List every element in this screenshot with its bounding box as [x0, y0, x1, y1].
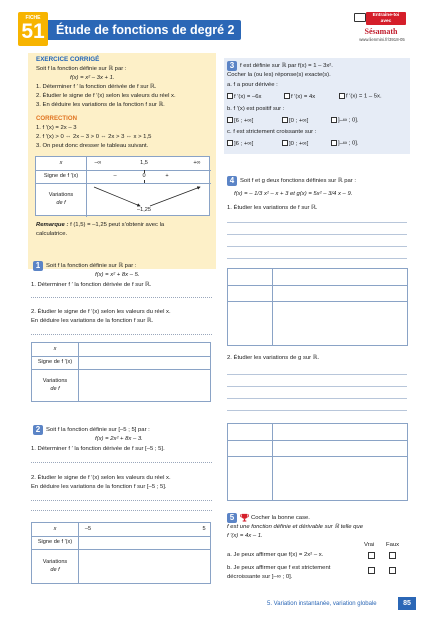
ex2-q2b: En déduire les variations de la fonction f sur [–5 ; 5]. [31, 484, 167, 490]
remark-text: f (1,5) = –1,25 peut s’obtenir avec la [70, 222, 165, 228]
ex3-b-option3-checkbox[interactable] [331, 117, 337, 123]
answer-line[interactable] [31, 510, 212, 511]
corrige-remark [36, 222, 164, 229]
corrige-heading: EXERCICE CORRIGÉ [36, 56, 100, 63]
correction-line3: 3. On peut donc dresser le tableau suivant. [36, 143, 149, 149]
ex5-line1: f est une fonction définie et dérivable sur ℝ telle que [227, 524, 363, 530]
answer-line[interactable] [227, 222, 407, 223]
correction-line1: 1. f ′(x) = 2x – 3 [36, 125, 77, 131]
answer-line[interactable] [227, 246, 407, 247]
ex3-a-option3: f ′(x) = 1 – 5x. [346, 93, 382, 100]
ex5-b1: b. Je peux affirmer que f est strictement [227, 565, 331, 571]
ex3-a-option2-checkbox[interactable] [284, 93, 290, 99]
ex3-line2: Cocher la (ou les) réponse(s) exacte(s). [227, 72, 331, 78]
ex3-b-option1: [6 ; +∞[ [234, 117, 254, 124]
ex2-row-variations: Variations [42, 559, 68, 565]
ex5-a: a. Je peux affirmer que f(x) = 2x² – x. [227, 552, 324, 558]
ex5-a-faux-checkbox[interactable] [389, 552, 396, 559]
ex3-b-option3: ]–∞ ; 0]. [338, 117, 359, 124]
table-header-variations-f: de f [56, 200, 66, 206]
answer-line[interactable] [227, 398, 407, 399]
ex3-a-option1: f ′(x) = –6x [234, 93, 262, 100]
ex4-variation-table-g[interactable] [227, 423, 408, 501]
ex1-q1: 1. Déterminer f ′ la fonction dérivée de f sur ℝ. [31, 282, 152, 288]
answer-line[interactable] [227, 234, 407, 235]
title-bar [48, 20, 241, 40]
ex1-row-sign: Signe de f ′(x) [37, 359, 73, 365]
ex3-a-option3-checkbox[interactable] [339, 93, 345, 99]
brand-logo: Sésamath [364, 27, 398, 36]
trophy-icon [240, 513, 249, 522]
ex3-line1: f est définie sur ℝ par f(x) = 1 – 3x². [240, 63, 333, 69]
ex3-c-options [227, 140, 359, 148]
fiche-badge [18, 12, 48, 46]
promo-tag-line1: Entraîne-toi [372, 13, 400, 18]
page-title: Étude de fonctions de degré 2 [56, 23, 235, 37]
promo-tag [366, 12, 406, 25]
ex3-b-option1-checkbox[interactable] [227, 117, 233, 123]
exercise-4-badge: 4 [227, 176, 237, 186]
ex3-b-options [227, 117, 359, 125]
corrige-q1: 1. Déterminer f ′ la fonction dérivée de f sur ℝ. [36, 84, 157, 90]
ex3-c-option3: ]–∞ ; 0]. [338, 140, 359, 147]
exercise-3-badge: 3 [227, 61, 237, 71]
ex1-row-x: x [53, 346, 57, 352]
sign-zero: 0 [140, 173, 148, 180]
footer-chapter: 5. Variation instantanée, variation globale [267, 601, 377, 607]
ex5-b2: décroissante sur ]–∞ ; 0]. [227, 574, 293, 580]
minimum-value: –1,25 [137, 207, 151, 213]
ex3-c-option1-checkbox[interactable] [227, 140, 233, 146]
ex2-row-x: x [53, 526, 57, 532]
answer-line[interactable] [227, 374, 407, 375]
ex4-variation-table-f[interactable] [227, 268, 408, 346]
ex5-title: Cocher la bonne case. [251, 515, 310, 521]
promo-tag-line2: avec [380, 18, 392, 24]
x-minus-infinity: –∞ [94, 160, 102, 166]
ex1-q2: 2. Étudier le signe de f ′(x) selon les valeurs du réel x. [31, 309, 171, 315]
ex3-a-option2: f ′(x) = 4x [291, 93, 316, 100]
table-header-sign: Signe de f ′(x) [43, 173, 79, 179]
correction-line2: 2. f ′(x) > 0 ⇔ 2x – 3 > 0 ⇔ 2x > 3 ⇔ x > 1,5 [36, 134, 152, 140]
ex1-formula: f(x) = x² + 8x – 5. [95, 272, 140, 278]
exercise-1-badge: 1 [33, 261, 43, 271]
ex1-intro: Soit f la fonction définie sur ℝ par : [46, 263, 137, 269]
answer-line[interactable] [227, 410, 407, 411]
ex3-a-options [227, 93, 382, 101]
ex2-variation-table[interactable] [31, 522, 211, 584]
table-header-x: x [59, 160, 63, 166]
ex2-row-sign: Signe de f ′(x) [37, 539, 73, 545]
ex2-formula: f(x) = 2x² + 8x – 3. [95, 436, 143, 442]
answer-line[interactable] [227, 386, 407, 387]
ex4-line1: Soit f et g deux fonctions définies sur ℝ par : [240, 178, 356, 184]
answer-line[interactable] [31, 462, 212, 463]
answer-line[interactable] [31, 334, 212, 335]
correction-heading: CORRECTION [36, 115, 77, 122]
corrige-q2: 2. Étudier le signe de f ′(x) selon les valeurs du réel x. [36, 93, 176, 99]
brand-url[interactable]: www.lienmini.fr/3918-05 [359, 37, 405, 42]
ex3-c-option1: ]6 ; +∞[ [234, 140, 254, 147]
fiche-number: 51 [21, 20, 45, 43]
ex3-a-label: a. f a pour dérivée : [227, 82, 278, 88]
ex3-c-option2-checkbox[interactable] [282, 140, 288, 146]
ex3-a-option1-checkbox[interactable] [227, 93, 233, 99]
ex3-c-option3-checkbox[interactable] [331, 140, 337, 146]
ex3-c-label: c. f est strictement croissante sur : [227, 129, 317, 135]
x-plus-infinity: +∞ [193, 160, 201, 166]
ex5-b-faux-checkbox[interactable] [389, 567, 396, 574]
x-critical-value: 1,5 [140, 160, 148, 166]
ex1-q2b: En déduire les variations de la fonction f sur ℝ. [31, 318, 154, 324]
sign-negative: – [113, 173, 117, 179]
page-number-badge [398, 597, 416, 610]
exercise-2-badge: 2 [33, 425, 43, 435]
ex5-b-vrai-checkbox[interactable] [368, 567, 375, 574]
answer-line[interactable] [227, 258, 407, 259]
ex5-a-vrai-checkbox[interactable] [368, 552, 375, 559]
ex3-b-label: b. f ′(x) est positif sur : [227, 106, 285, 112]
corrige-formula: f(x) = x² – 3x + 1. [70, 75, 115, 81]
promo-box[interactable] [352, 12, 414, 44]
corrige-q3: 3. En déduire les variations de la fonction f sur ℝ. [36, 102, 165, 108]
page-number: 85 [403, 600, 411, 607]
fiche-label: FICHE [25, 15, 41, 21]
remark-label: Remarque : [36, 222, 69, 228]
ex5-col-faux: Faux [386, 542, 400, 548]
ex4-q2: 2. Étudier les variations de g sur ℝ. [227, 355, 320, 361]
ex1-row-variations: Variations [42, 378, 68, 384]
ex3-b-option2: [0 ; +∞[ [289, 117, 309, 124]
ex2-x-left: –5 [84, 526, 92, 532]
ex5-line2: f ′(x) = 4x – 1. [227, 533, 263, 539]
table-header-variations: Variations [48, 192, 74, 198]
corrige-variation-table [35, 156, 210, 216]
ex2-x-right: 5 [202, 526, 206, 532]
corrige-remark-line2: calculatrice. [36, 231, 68, 237]
monitor-icon [354, 13, 366, 22]
ex1-variation-table[interactable] [31, 342, 211, 402]
ex1-row-variations-f: de f [50, 386, 60, 392]
ex4-line2: f(x) = – 1/3 x² – x + 3 et g(x) = 5x² – 3/4 x – 9. [234, 191, 353, 197]
answer-line[interactable] [31, 500, 212, 501]
ex4-q1: 1. Étudier les variations de f sur ℝ. [227, 205, 318, 211]
answer-line[interactable] [31, 297, 212, 298]
corrige-intro: Soit f la fonction définie sur ℝ par : [36, 66, 127, 72]
ex2-q1: 1. Déterminer f ′ la fonction dérivée de f sur [–5 ; 5]. [31, 446, 165, 452]
ex2-intro: Soit f la fonction définie sur [–5 ; 5] par : [46, 427, 150, 433]
sign-positive: + [165, 173, 169, 179]
ex3-c-option2: ]0 ; +∞[ [289, 140, 309, 147]
ex3-b-option2-checkbox[interactable] [282, 117, 288, 123]
ex2-row-variations-f: de f [50, 567, 60, 573]
exercise-5-badge: 5 [227, 513, 237, 523]
ex2-q2: 2. Étudier le signe de f ′(x) selon les valeurs du réel x. [31, 475, 171, 481]
ex5-col-vrai: Vrai [364, 542, 375, 548]
